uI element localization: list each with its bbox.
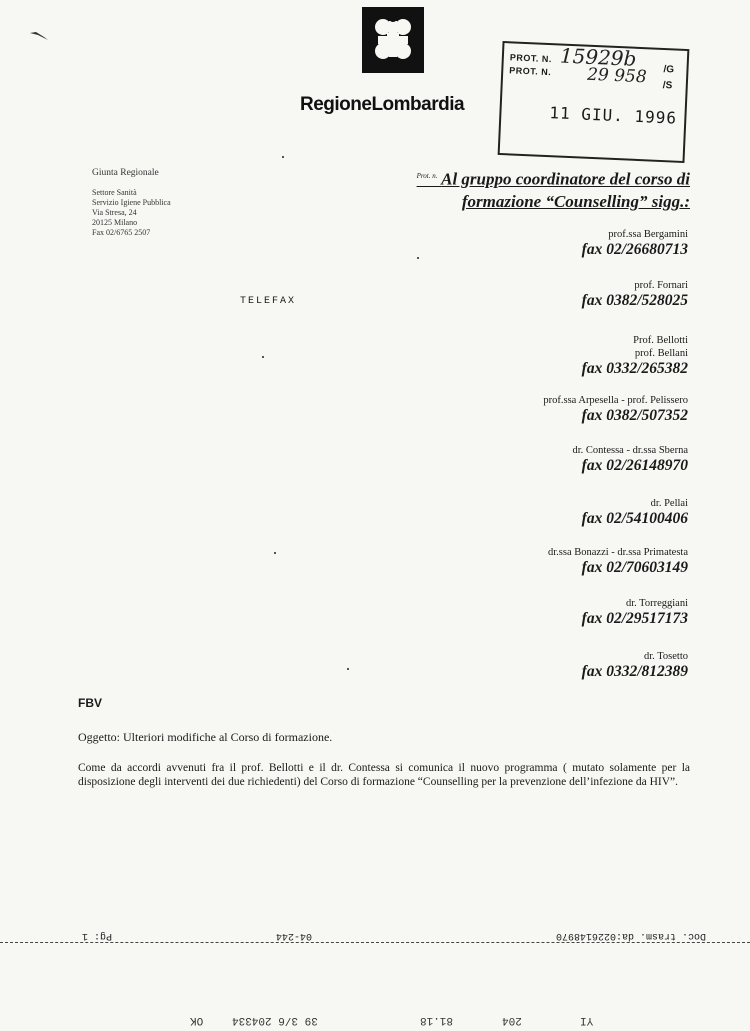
recipient-fax: fax 02/70603149 bbox=[581, 559, 688, 576]
sender-line: Via Stresa, 24 bbox=[92, 208, 137, 217]
footer-page: Pg: 1 bbox=[82, 930, 113, 941]
protocol-stamp bbox=[498, 41, 690, 163]
recipient-fax: fax 02/26148970 bbox=[581, 457, 688, 474]
sender-line: 20125 Milano bbox=[92, 218, 138, 227]
body-paragraph: Come da accordi avvenuti fra il prof. Bellotti e il dr. Contessa si comunica il nuovo programma ( mutato solamente per la disposizione degli interventi dei due richiedenti) del Corso di formazione “Counselling per la prevenzione dell’infezione da HIV”. bbox=[78, 762, 690, 788]
brand-name: RegioneLombardia bbox=[300, 94, 465, 115]
recipient-name: dr. Tosetto bbox=[644, 651, 688, 662]
recipient-name: prof.ssa Arpesella - prof. Pelissero bbox=[543, 395, 688, 406]
recipient-name: dr.ssa Bonazzi - dr.ssa Primatesta bbox=[548, 547, 688, 558]
prot-number-1: 15929b bbox=[559, 43, 637, 71]
speck bbox=[262, 356, 264, 358]
recipient-bergamini bbox=[582, 228, 688, 259]
bottom-strip-b: 204 bbox=[502, 1014, 522, 1026]
recipient-title-line-2: formazione “Counselling” sigg.: bbox=[461, 191, 690, 211]
bottom-strip-c: 81.18 bbox=[420, 1014, 454, 1026]
sender-line: Fax 02/6765 2507 bbox=[92, 228, 151, 237]
bottom-strip-d: 39 3/6 204334 bbox=[232, 1014, 318, 1026]
stamp-date: 11 GIU. 1996 bbox=[549, 103, 678, 128]
recipient-torreggiani bbox=[582, 597, 688, 628]
recipient-name: Prof. Bellotti bbox=[633, 335, 688, 346]
recipient-name: dr. Contessa - dr.ssa Sberna bbox=[572, 445, 688, 456]
recipient-bonazzi-primatesta bbox=[548, 546, 688, 577]
speck bbox=[347, 668, 349, 670]
recipient-pellai bbox=[582, 497, 688, 528]
footer-code: 04-244 bbox=[276, 930, 313, 941]
recipient-name: prof.ssa Bergamini bbox=[608, 229, 688, 240]
prot-label-1: PROT. N. bbox=[509, 52, 553, 65]
recipient-name: dr. Torreggiani bbox=[625, 598, 688, 609]
fbv-label: FBV bbox=[78, 696, 102, 710]
bottom-strip-a: YI bbox=[580, 1014, 594, 1026]
sender-line: Servizio Igiene Pubblica bbox=[92, 198, 171, 207]
recipient-fax: fax 0382/507352 bbox=[581, 407, 688, 424]
recipient-tosetto bbox=[582, 650, 688, 681]
prot-label-2: PROT. N. bbox=[509, 65, 552, 78]
sender-heading: Giunta Regionale bbox=[92, 168, 159, 178]
recipient-fax: fax 02/54100406 bbox=[581, 510, 688, 527]
prot-suffix-2: /S bbox=[662, 80, 673, 92]
sender-line: Settore Sanità bbox=[92, 188, 137, 197]
speck bbox=[417, 257, 419, 259]
region-logo bbox=[362, 7, 424, 73]
subject-line: Oggetto: Ulteriori modifiche al Corso di formazione. bbox=[78, 730, 333, 744]
bottom-strip-e: OK bbox=[190, 1014, 204, 1026]
recipient-arpesella-pelissero bbox=[543, 394, 688, 425]
recipient-contessa-sberna bbox=[573, 444, 689, 475]
recipient-title-line-1: Al gruppo coordinatore del corso di bbox=[441, 169, 690, 189]
recipient-bellotti-bellani bbox=[582, 334, 688, 378]
prot-number-2: 29 958 bbox=[586, 64, 648, 88]
scan-mark bbox=[30, 28, 50, 36]
recipient-title bbox=[395, 165, 690, 213]
recipient-fax: fax 02/26680713 bbox=[581, 241, 688, 258]
recipient-name: prof. Bellani bbox=[634, 348, 688, 359]
recipient-fax: fax 0382/528025 bbox=[581, 292, 688, 309]
recipient-fax: fax 02/29517173 bbox=[581, 610, 688, 627]
sender-block bbox=[92, 168, 171, 238]
recipient-fax: fax 0332/265382 bbox=[581, 360, 688, 377]
recipient-fornari bbox=[582, 279, 688, 310]
prot-suffix-1: /G bbox=[663, 64, 675, 76]
recipient-name: dr. Pellai bbox=[650, 498, 688, 509]
recipient-fax: fax 0332/812389 bbox=[581, 663, 688, 680]
footer-transmitted-from: Doc. trasm. da:0226148970 bbox=[556, 930, 707, 941]
speck bbox=[282, 156, 284, 158]
telefax-label: TELEFAX bbox=[240, 296, 297, 307]
recipient-name: prof. Fornari bbox=[634, 280, 688, 291]
footer-divider bbox=[0, 942, 750, 943]
speck bbox=[274, 552, 276, 554]
prot-prefix: Prot. n. bbox=[416, 172, 438, 180]
